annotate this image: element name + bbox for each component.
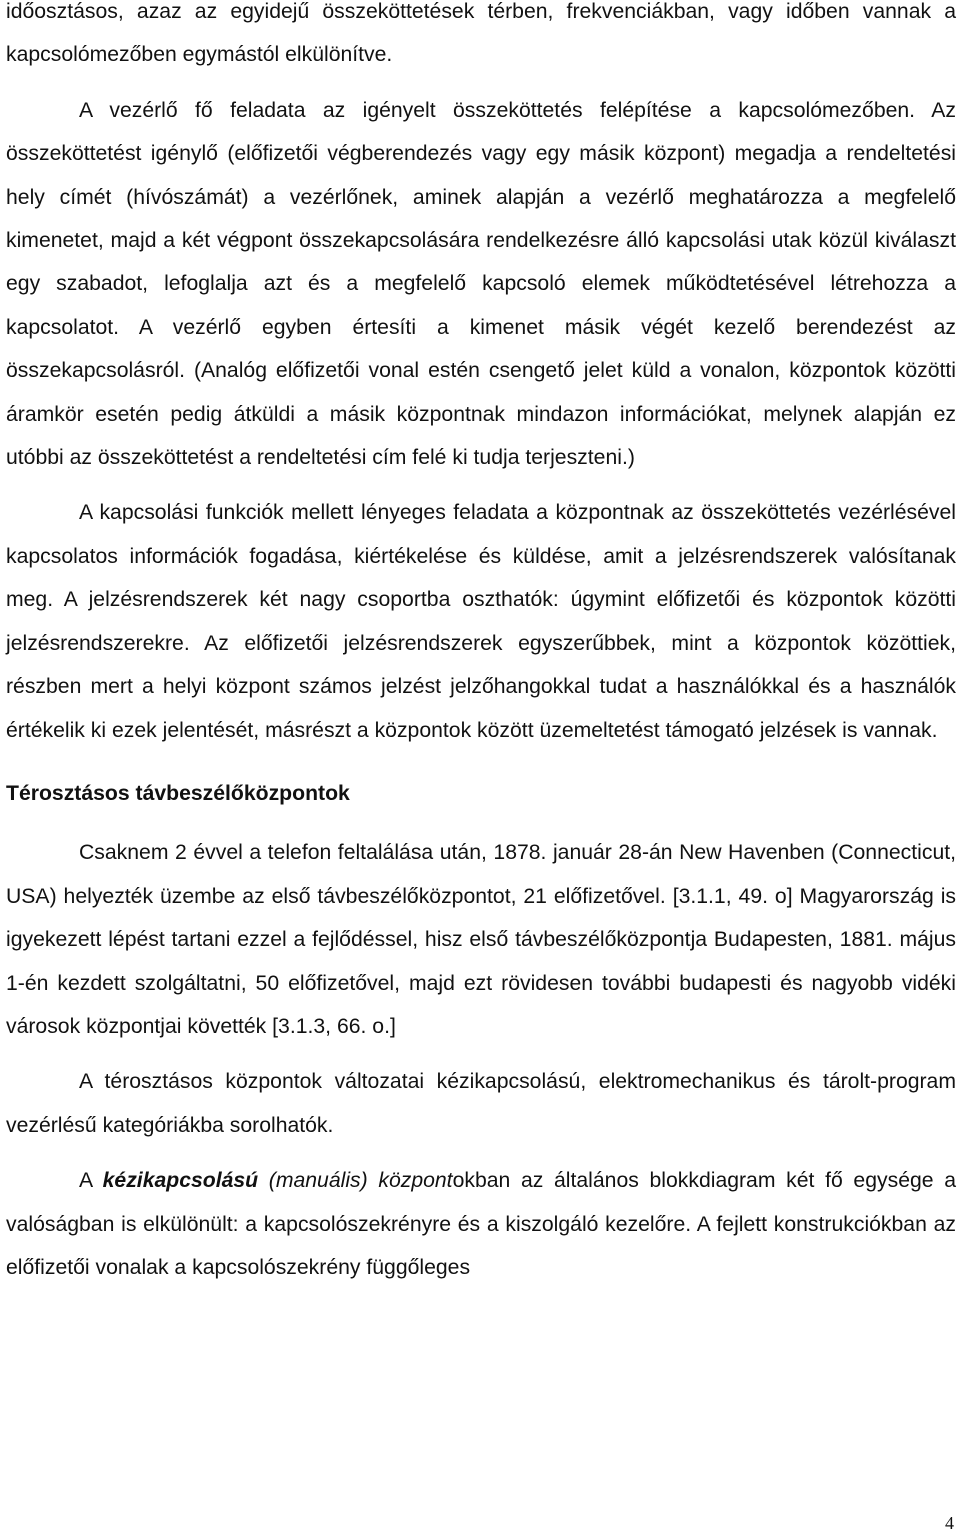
paragraph-signalling-systems: A kapcsolási funkciók mellett lényeges feladata a központnak az összeköttetés vezérlésével kapcsolatos információk fogadása, kiértékelése és küldése, amit a jelzésrendszerek valósítanak meg. A jelzésrendszerek két nagy csoportba oszthatók: úgymint előfizetői és központok közötti jelzésrendszerekre. Az előfizetői jelzésrendszerek egyszerűbbek, mint a központok közöttiek, részben mert a helyi központ számos jelzést jelzőhangokkal tudat a használókkal és a használók értékelik ki ezek jelentését, másrészt a központok között üzemeltetést támogató jelzések is vannak. bbox=[6, 501, 956, 742]
paragraph-continuation: időosztásos, azaz az egyidejű összeköttetések térben, frekvenciákban, vagy időben vannak a kapcsolómezőben egymástól elkülönítve. bbox=[6, 0, 956, 67]
section-heading: Térosztásos távbeszélőközpontok bbox=[6, 781, 350, 805]
manual-prefix: A bbox=[79, 1169, 103, 1193]
manual-rest: okban az általános blokkdiagram két fő egysége a valóságban is elkülönült: a kapcsolószekrényre és a kiszolgáló kezelőre. A fejlett konstrukciókban az előfizetői vonalak a kapcsolószekrény függőleges bbox=[6, 1169, 956, 1279]
manual-term-italic: (manuális) központ bbox=[258, 1169, 453, 1193]
manual-term-bold-italic: kézikapcsolású bbox=[102, 1169, 259, 1193]
paragraph-history: Csaknem 2 évvel a telefon feltalálása után, 1878. január 28-án New Havenben (Connecticut, USA) helyezték üzembe az első távbeszélőközpontot, 21 előfizetővel. [3.1.1, 49. o] Magyarország is igyekezett lépést tartani ezzel a fejlődéssel, hisz első távbeszélőközpontja Budapesten, 1881. május 1-én kezdett szolgáltatni, 50 előfizetővel, majd ezt rövidesen további budapesti és nagyobb vidéki városok központjai követték [3.1.3, 66. o.] bbox=[6, 841, 956, 1038]
page-number: 4 bbox=[945, 1513, 954, 1533]
document-page bbox=[6, 0, 956, 1289]
paragraph-variants: A térosztásos központok változatai kézikapcsolású, elektromechanikus és tárolt-program vezérlésű kategóriákba sorolhatók. bbox=[6, 1070, 956, 1137]
paragraph-controller-task: A vezérlő fő feladata az igényelt összeköttetés felépítése a kapcsolómezőben. Az összeköttetést igénylő (előfizetői végberendezés vagy egy másik központ) megadja a rendeltetési hely címét (hívószámát) a vezérlőnek, aminek alapján a vezérlő meghatározza a megfelelő kimenetet, majd a két végpont összekapcsolására rendelkezésre álló kapcsolási utak közül kiválaszt egy szabadot, lefoglalja azt és a megfelelő kapcsoló elemek működtetésével létrehozza a kapcsolatot. A vezérlő egyben értesíti a kimenet másik végét kezelő berendezést az összekapcsolásról. (Analóg előfizetői vonal estén csengető jelet küld a vonalon, központok közötti áramkör esetén pedig átküldi a másik központnak mindazon információkat, melynek alapján ez utóbbi az összeköttetést a rendeltetési cím felé ki tudja terjeszteni.) bbox=[6, 98, 956, 470]
paragraph-manual-switching bbox=[6, 1159, 956, 1289]
